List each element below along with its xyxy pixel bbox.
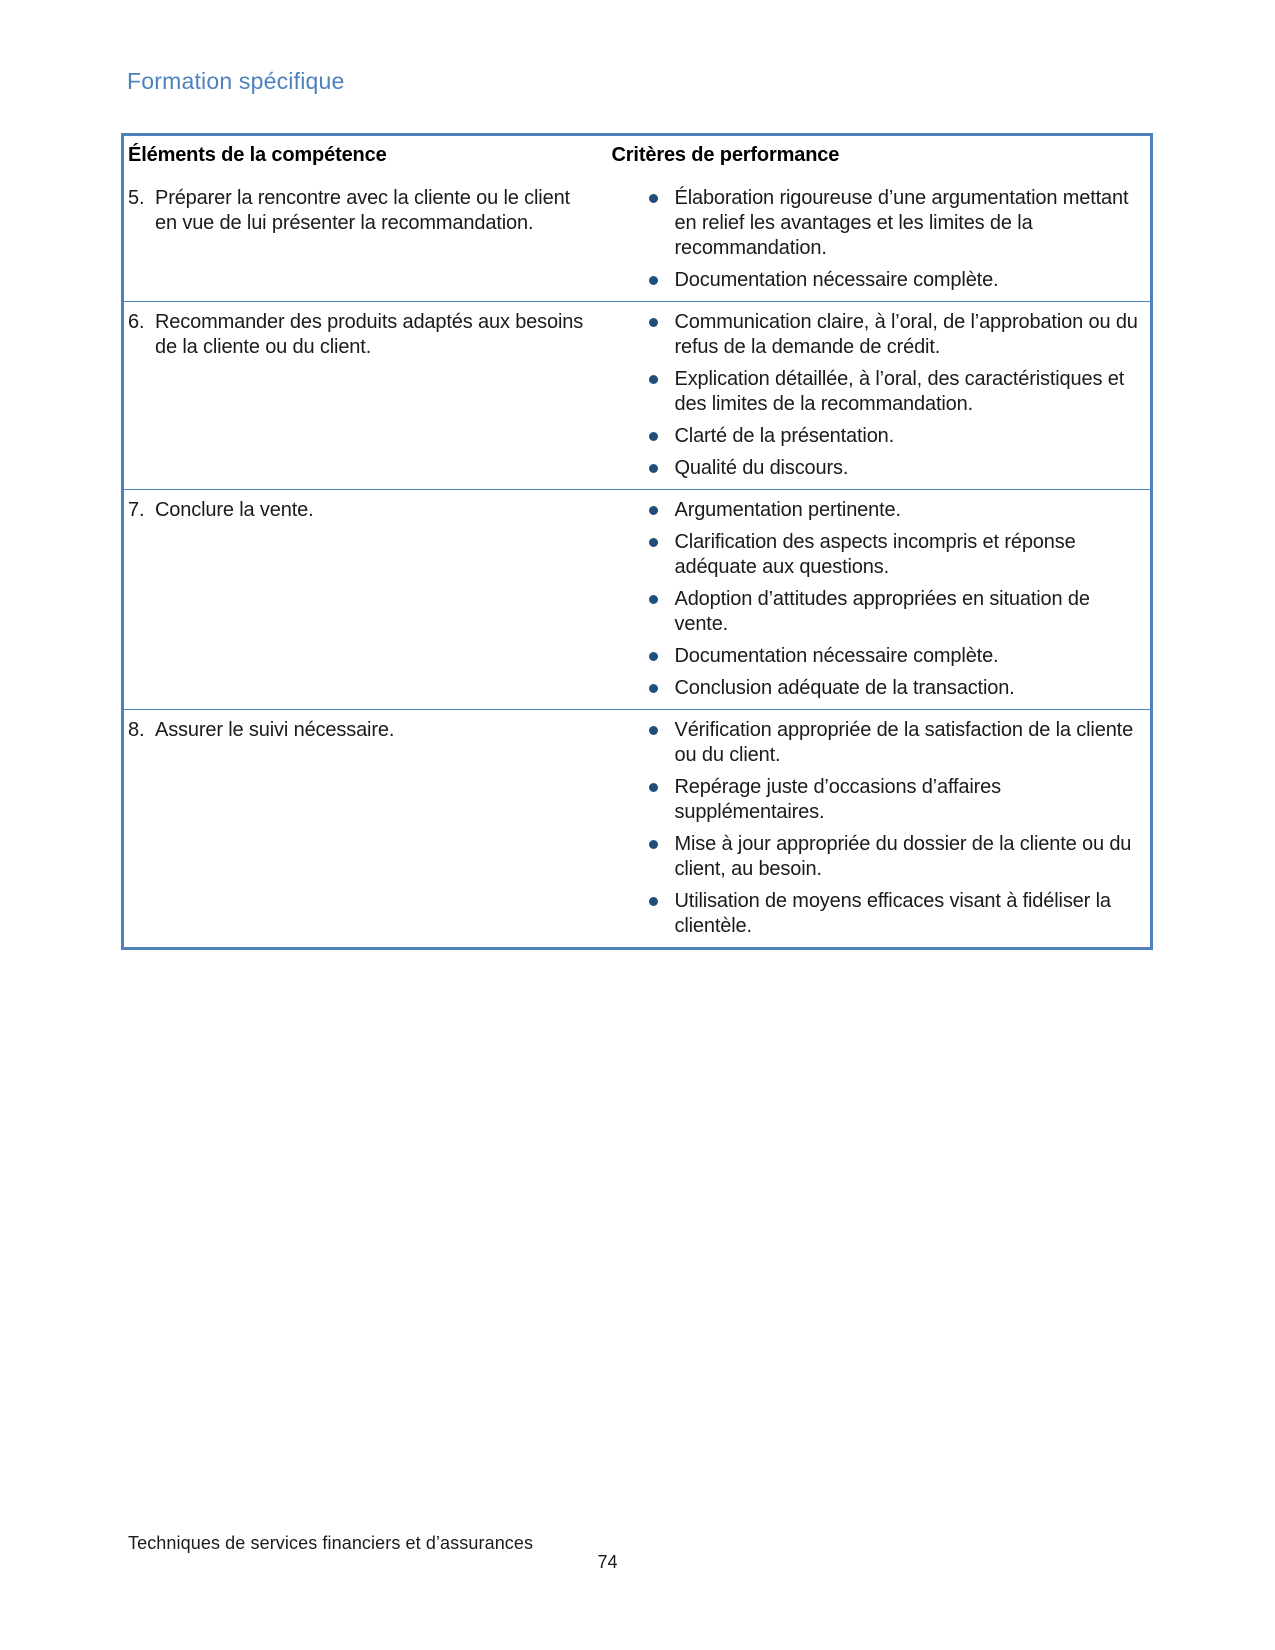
criteria-list	[612, 498, 1143, 701]
criterion-item	[612, 718, 1143, 768]
footer-program-title: Techniques de services financiers et d’assurances	[128, 1533, 534, 1553]
criterion-text: Explication détaillée, à l’oral, des caractéristiques et des limites de la recommandation.	[674, 368, 1125, 415]
criterion-item	[612, 456, 1143, 481]
table-row	[123, 490, 1152, 710]
criteria-cell	[600, 302, 1152, 490]
element-cell	[123, 178, 600, 302]
criterion-item	[612, 676, 1143, 701]
criterion-item	[612, 498, 1143, 523]
bullet-icon	[649, 652, 658, 661]
criterion-item	[612, 424, 1143, 449]
element-cell	[123, 302, 600, 490]
criterion-text: Repérage juste d’occasions d’affaires supplémentaires.	[674, 776, 1002, 823]
criterion-text: Conclusion adéquate de la transaction.	[674, 677, 1015, 699]
bullet-icon	[649, 464, 658, 473]
element-cell	[123, 490, 600, 710]
bullet-icon	[649, 194, 658, 203]
table-row	[123, 710, 1152, 949]
criterion-item	[612, 644, 1143, 669]
bullet-icon	[649, 506, 658, 515]
element-number: 7.	[128, 499, 145, 521]
competency-table	[121, 133, 1153, 950]
element-number: 8.	[128, 719, 145, 741]
criterion-item	[612, 186, 1143, 261]
criterion-item	[612, 889, 1143, 939]
criterion-text: Clarté de la présentation.	[674, 425, 895, 447]
criterion-text: Utilisation de moyens efficaces visant à fidéliser la clientèle.	[674, 890, 1111, 937]
table-row	[123, 178, 1152, 302]
criterion-text: Mise à jour appropriée du dossier de la cliente ou du client, au besoin.	[674, 833, 1132, 880]
bullet-icon	[649, 318, 658, 327]
criteria-cell	[600, 490, 1152, 710]
criterion-item	[612, 587, 1143, 637]
element-text: Recommander des produits adaptés aux besoins de la cliente ou du client.	[155, 311, 584, 358]
bullet-icon	[649, 276, 658, 285]
element-number: 5.	[128, 187, 145, 209]
bullet-icon	[649, 726, 658, 735]
criterion-item	[612, 832, 1143, 882]
element-text: Préparer la rencontre avec la cliente ou le client en vue de lui présenter la recommandation.	[155, 187, 570, 234]
criterion-text: Élaboration rigoureuse d’une argumentation mettant en relief les avantages et les limites de la recommandation.	[674, 187, 1129, 259]
criterion-text: Argumentation pertinente.	[674, 499, 901, 521]
page-number: 74	[597, 1552, 618, 1572]
element-text: Conclure la vente.	[155, 499, 314, 521]
element-number: 6.	[128, 311, 145, 333]
bullet-icon	[649, 595, 658, 604]
criterion-text: Clarification des aspects incompris et réponse adéquate aux questions.	[674, 531, 1076, 578]
criterion-item	[612, 310, 1143, 360]
element-cell	[123, 710, 600, 949]
column-header-elements: Éléments de la compétence	[128, 144, 387, 166]
bullet-icon	[649, 375, 658, 384]
bullet-icon	[649, 783, 658, 792]
criteria-cell	[600, 178, 1152, 302]
bullet-icon	[649, 897, 658, 906]
criterion-item	[612, 268, 1143, 293]
criterion-text: Documentation nécessaire complète.	[674, 645, 999, 667]
criterion-item	[612, 367, 1143, 417]
criterion-text: Communication claire, à l’oral, de l’approbation ou du refus de la demande de crédit.	[674, 311, 1138, 358]
criterion-text: Vérification appropriée de la satisfaction de la cliente ou du client.	[674, 719, 1134, 766]
criteria-list	[612, 186, 1143, 293]
table-header-row	[123, 135, 1152, 179]
bullet-icon	[649, 538, 658, 547]
element-text: Assurer le suivi nécessaire.	[155, 719, 395, 741]
bullet-icon	[649, 684, 658, 693]
bullet-icon	[649, 840, 658, 849]
column-header-criteria: Critères de performance	[611, 144, 840, 166]
page-title: Formation spécifique	[127, 68, 345, 94]
criterion-text: Qualité du discours.	[674, 457, 849, 479]
table-row	[123, 302, 1152, 490]
bullet-icon	[649, 432, 658, 441]
criterion-text: Documentation nécessaire complète.	[674, 269, 999, 291]
criteria-list	[612, 718, 1143, 939]
criteria-cell	[600, 710, 1152, 949]
criterion-item	[612, 775, 1143, 825]
criterion-text: Adoption d’attitudes appropriées en situation de vente.	[674, 588, 1090, 635]
criteria-list	[612, 310, 1143, 481]
criterion-item	[612, 530, 1143, 580]
